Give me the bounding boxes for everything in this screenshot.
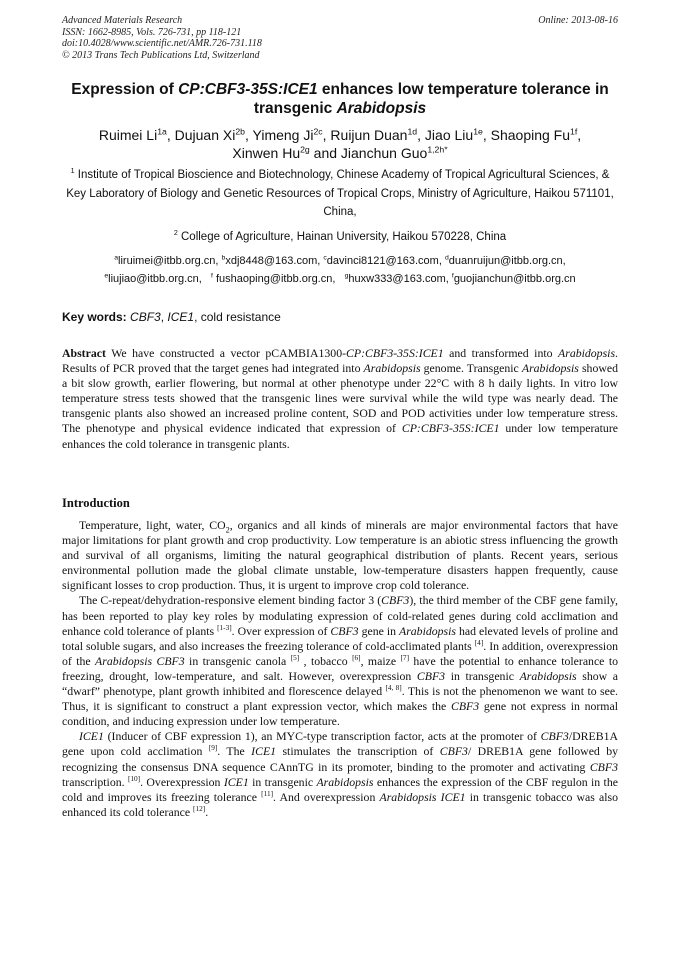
email: $^e$liujiao@itbb.org.cn bbox=[104, 272, 199, 285]
author: Ruijun Duan$^{1d}$ bbox=[330, 126, 418, 143]
title-construct: CP:CBF3-35S:ICE1 bbox=[178, 81, 318, 98]
affiliation-1: $^1$ Institute of Tropical Bioscience and Biotechnology, Chinese Academy of Tropical Agricultural Sciences, & Key Laboratory of Biology and Genetic Resources of Tropical Crops, Ministry of Agriculture, Haikou 571101, China, bbox=[66, 167, 614, 218]
email: $^a$liruimei@itbb.org.cn bbox=[114, 254, 216, 267]
email: $^g$huxw333@163.com bbox=[344, 272, 446, 285]
email: $^c$davinci8121@163.com bbox=[323, 254, 439, 267]
author: Jianchun Guo$^{1,2h*}$ bbox=[340, 144, 448, 161]
online-date: Online: 2013-08-16 bbox=[538, 15, 618, 26]
email: $^b$xdj8448@163.com bbox=[221, 254, 318, 267]
author: Shaoping $Fu^{1f}$ bbox=[490, 126, 578, 143]
section-heading-introduction: Introduction bbox=[62, 496, 130, 510]
email-list: $^a$liruimei@itbb.org.cn, $^b$xdj8448@163.com, $^c$davinci8121@163.com, $^d$duanruijun@itbb.org.cn, $^e$liujiao@itbb.org.cn, $^f$ fushaoping@itbb.org.cn, $^g$huxw333@163.com, $^f$guojianchun@itbb.org.cn bbox=[104, 254, 576, 285]
author: Dujuan $Xi^{2b}$ bbox=[174, 126, 245, 143]
author: Xinwen $Hu^{2g}$ bbox=[232, 144, 310, 161]
paragraph: ICE1 (Inducer of CBF expression 1), an MYC-type transcription factor, acts at the promoter of CBF3/DREB1A gene upon cold acclimation [9]. The ICE1 stimulates the transcription of CBF3/ DREB1A gene followed by recognizing the consensus DNA sequence CAnnTG in its promoter, binding to the promoter and activating CBF3 transcription. [10]. Overexpression ICE1 in transgenic Arabidopsis enhances the expression of the CBF regulon in the cold and improves its freezing tolerance [11]. And overexpression Arabidopsis ICE1 in transgenic tobacco was also enhanced its cold tolerance [12]. bbox=[62, 729, 619, 819]
paragraph: The C-repeat/dehydration-responsive element binding factor 3 (CBF3), the third member of the CBF gene family, has been reported to play key roles by modulating expression of cold-related genes during cold acclimation and enhance cold tolerance of plants [1-3]. Over expression of CBF3 gene in Arabidopsis had elevated levels of proline and total soluble sugars, and also increases the freezing tolerance of cold-acclimated plants [4]. In addition, overexpression of the Arabidopsis CBF3 in transgenic canola [5] , tobacco [6], maize [7] have the potential to enhance tolerance to freezing, drought, low-temperature, and salt. However, overexpression CBF3 in transgenic Arabidopsis show a “dwarf” phenotype, plant growth inhibited and florescence delayed [4, 8]. This is not the phenomenon we want to see. Thus, it is significant to construct a plant expression vector, which makes the CBF3 gene not express in normal condition, and inducing expression under low temperature. bbox=[62, 593, 619, 729]
title-species: Arabidopsis bbox=[336, 100, 427, 117]
copyright-line: © 2013 Trans Tech Publications Ltd, Switzerland bbox=[62, 49, 260, 61]
keywords: Key words: CBF3, ICE1, cold resistance bbox=[62, 310, 281, 324]
email: $^f$guojianchun@itbb.org.cn bbox=[451, 272, 576, 285]
journal-name: Advanced Materials Research bbox=[62, 15, 183, 26]
introduction-body bbox=[62, 518, 618, 820]
author: Yimeng $Ji^{2c}$ bbox=[252, 126, 323, 143]
abstract: Abstract We have constructed a vector pCAMBIA1300-CP:CBF3-35S:ICE1 and transformed into Arabidopsis. Results of PCR proved that the target genes had integrated into Arabidopsis genome. Transgenic Arabidopsis showed a bit slow growth, earlier flowering, but normal at other phenotype under 22°C with 8 h daily lights. In vitro low temperature stress tests showed that the transgenic lines were survival while the wild type was nearly dead. The transgenic plants also showed an increased proline content, SOD and POD activities under low temperature stress. The phenotype and physical evidence indicated that expression of CP:CBF3-35S:ICE1 under low temperature enhances the cold tolerance in transgenic plants. bbox=[62, 346, 619, 451]
author: Jiao Liu$^{1e}$ bbox=[424, 126, 483, 143]
title-text: Expression of bbox=[71, 81, 179, 98]
author-list: Ruimei $Li^{1a}$, Dujuan $Xi^{2b}$, Yimeng $Ji^{2c}$, Ruijun Duan$^{1d}$, Jiao Liu$^{1e}$, Shaoping $Fu^{1f}$, Xinwen $Hu^{2g}$ and Jianchun Guo$^{1,2h*}$ bbox=[98, 126, 582, 161]
keywords-label: Key words: bbox=[62, 310, 127, 324]
affiliation-2: $^2$ College of Agriculture, Hainan University, Haikou 570228, China bbox=[173, 229, 507, 243]
author: Ruimei $Li^{1a}$ bbox=[98, 126, 167, 143]
journal-header bbox=[62, 15, 618, 61]
title-text: enhances low temperature tolerance in transgenic bbox=[253, 81, 609, 117]
paper-title bbox=[62, 80, 618, 118]
email: $^d$duanruijun@itbb.org.cn bbox=[444, 254, 563, 267]
email: $^f$ fushaoping@itbb.org.cn bbox=[211, 272, 333, 285]
doi-line: doi:10.4028/www.scientific.net/AMR.726-731.118 bbox=[62, 38, 262, 49]
paragraph: Temperature, light, water, $CO_2$, organics and all kinds of minerals are major environmental factors that have major limitations for plant growth and crop productivity. Low temperature is an abiotic stress influencing the growth and survival of all organisms, limiting the natural geographical distribution of plants. Recent years, serious environmental pollution made the global climate unstable, low-temperature disasters happen frequently, cause significant losses to crop production. Thus, it is urgent to improve crop cold tolerance. bbox=[62, 518, 618, 593]
issn-line: ISSN: 1662-8985, Vols. 726-731, pp 118-121 bbox=[62, 26, 242, 38]
abstract-label: Abstract bbox=[62, 346, 106, 360]
